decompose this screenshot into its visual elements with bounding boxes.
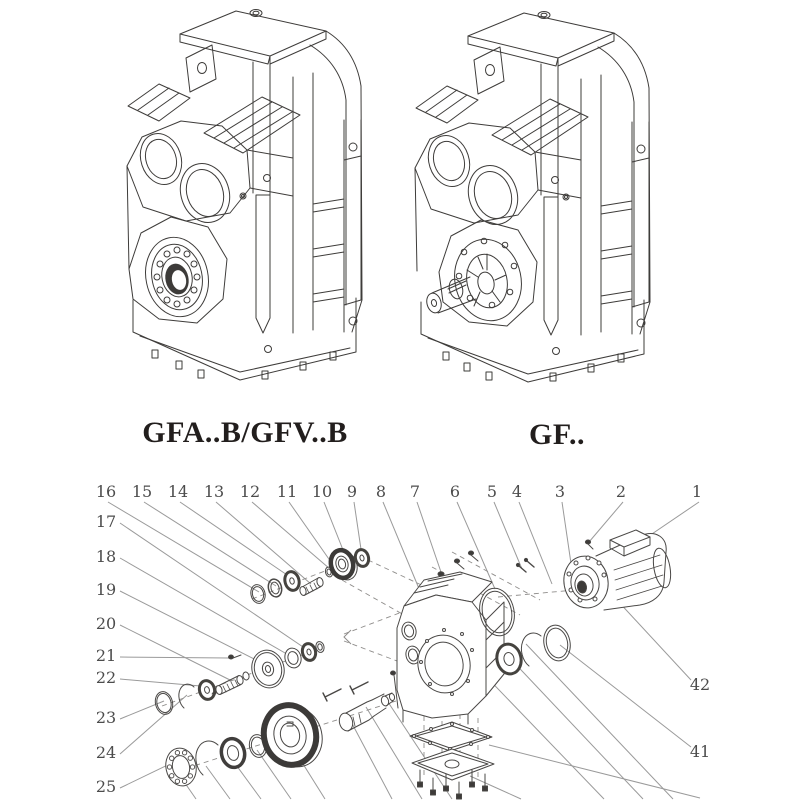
leader-line-cutoff-12 bbox=[476, 666, 604, 799]
oil-pan-assembly bbox=[410, 722, 494, 799]
callout-25: 25 bbox=[95, 777, 117, 796]
callout-24: 24 bbox=[95, 743, 117, 762]
model-label-right: GF.. bbox=[529, 418, 585, 451]
callout-20: 20 bbox=[95, 614, 117, 633]
callout-15: 15 bbox=[131, 482, 153, 501]
leader-line-42 bbox=[616, 599, 691, 680]
leader-line-2 bbox=[589, 502, 623, 542]
gearbox-right-drawing bbox=[415, 12, 650, 383]
gear-housing bbox=[397, 572, 504, 724]
leader-line-4 bbox=[519, 502, 552, 584]
leader-line-7 bbox=[417, 502, 442, 575]
leader-line-cutoff-5 bbox=[347, 714, 392, 799]
callout-8: 8 bbox=[375, 482, 387, 501]
model-label-left: GFA..B/GFV..B bbox=[142, 416, 348, 449]
leader-line-20 bbox=[120, 625, 232, 681]
callout-21: 21 bbox=[95, 646, 117, 665]
flange-bolt-holes bbox=[456, 238, 517, 308]
callout-4: 4 bbox=[511, 482, 523, 501]
leader-line-5 bbox=[494, 502, 522, 569]
callout-14: 14 bbox=[167, 482, 189, 501]
callout-10: 10 bbox=[311, 482, 333, 501]
leader-line-cutoff-8 bbox=[470, 776, 521, 799]
leader-line-15 bbox=[144, 502, 276, 586]
callout-7: 7 bbox=[409, 482, 421, 501]
callout-3: 3 bbox=[554, 482, 566, 501]
leader-line-18 bbox=[120, 558, 292, 657]
callout-13: 13 bbox=[203, 482, 225, 501]
exploded-view-drawing bbox=[153, 530, 673, 799]
leader-line-21 bbox=[120, 657, 229, 658]
leader-line-16 bbox=[108, 502, 259, 592]
callout-18: 18 bbox=[95, 547, 117, 566]
callout-19: 19 bbox=[95, 580, 117, 599]
motor bbox=[560, 530, 674, 611]
leader-line-cutoff-11 bbox=[526, 644, 673, 799]
callout-41: 41 bbox=[689, 742, 711, 761]
callout-5: 5 bbox=[486, 482, 498, 501]
callout-9: 9 bbox=[346, 482, 358, 501]
leader-line-cutoff-6 bbox=[366, 707, 422, 799]
callout-2: 2 bbox=[615, 482, 627, 501]
leader-line-cutoff-9 bbox=[489, 745, 700, 798]
leader-line-22 bbox=[120, 679, 212, 687]
input-shaft-parts bbox=[249, 548, 370, 605]
leader-line-13 bbox=[216, 502, 311, 584]
callout-12: 12 bbox=[239, 482, 261, 501]
callout-22: 22 bbox=[95, 668, 117, 687]
leader-line-1 bbox=[646, 502, 699, 538]
leader-line-19 bbox=[120, 591, 268, 666]
leader-line-14 bbox=[180, 502, 293, 579]
output-shaft-parts bbox=[162, 693, 395, 789]
callout-11: 11 bbox=[276, 482, 298, 501]
callout-42: 42 bbox=[689, 675, 711, 694]
gearbox-left-drawing bbox=[127, 10, 362, 381]
callout-1: 1 bbox=[691, 482, 703, 501]
callout-6: 6 bbox=[449, 482, 461, 501]
callout-23: 23 bbox=[95, 708, 117, 727]
leader-line-cutoff-1 bbox=[206, 766, 230, 799]
leader-line-cutoff-10 bbox=[506, 654, 643, 799]
callout-17: 17 bbox=[95, 512, 117, 531]
callout-16: 16 bbox=[95, 482, 117, 501]
leader-line-9 bbox=[354, 502, 362, 556]
leader-line-24 bbox=[120, 695, 187, 754]
leader-line-8 bbox=[383, 502, 420, 591]
leader-line-17 bbox=[120, 523, 309, 651]
